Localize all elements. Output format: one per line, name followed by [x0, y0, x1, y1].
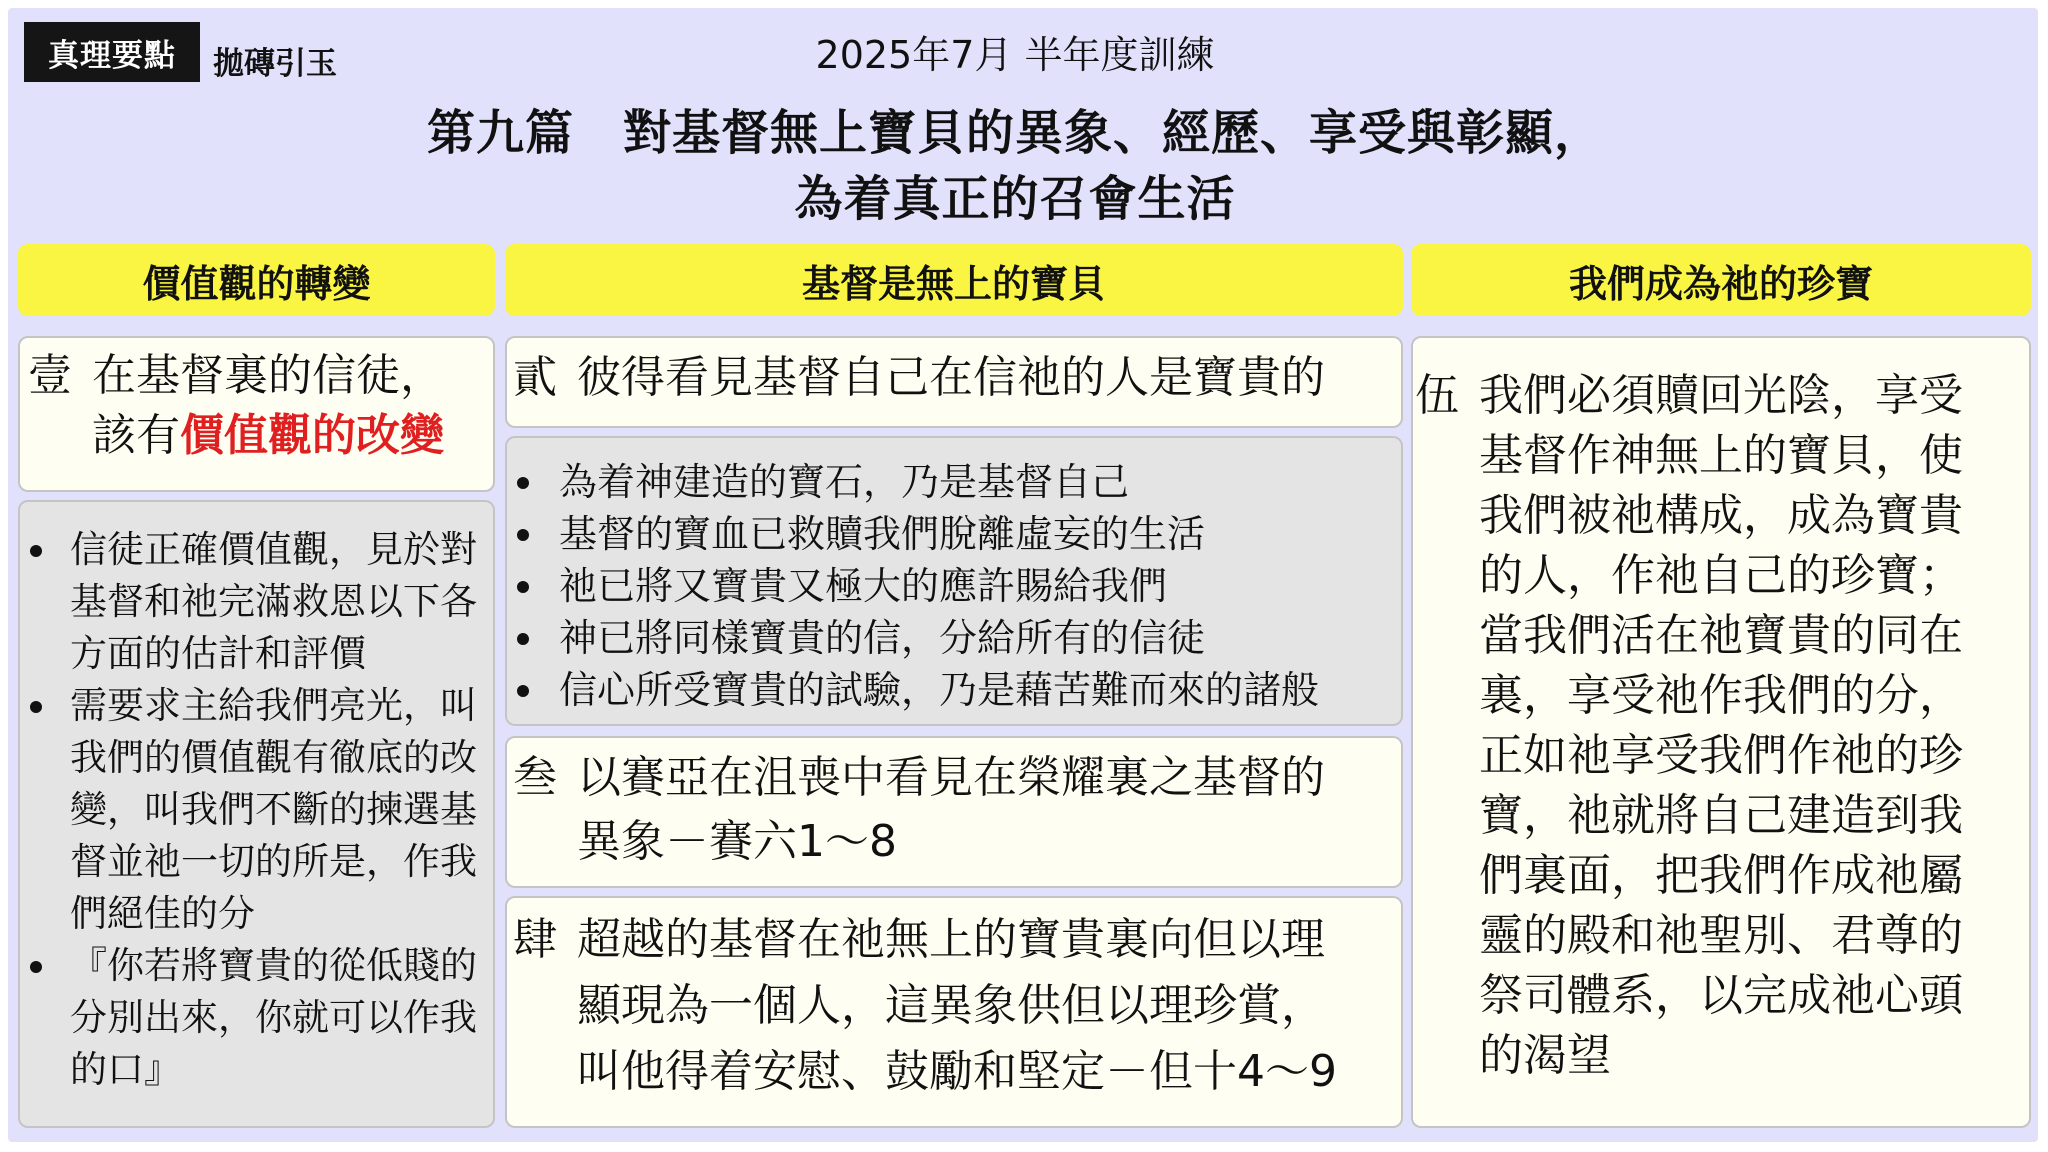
- point-4-text-line2: 顯現為一個人，這異象供但以理珍賞，: [577, 980, 1325, 1031]
- point-5-line: 寶，祂就將自己建造到我: [1479, 790, 1963, 841]
- point-5-line: 正如祂享受我們作祂的珍: [1479, 730, 1963, 781]
- point-5-line: 當我們活在祂寶貴的同在: [1479, 610, 1963, 661]
- point-1-text-b: 該有: [92, 410, 180, 461]
- list-item: 信心所受寶貴的試驗，乃是藉苦難而來的諸般: [517, 664, 1387, 716]
- point-4-text-line1: 超越的基督在祂無上的寶貴裏向但以理: [577, 914, 1325, 965]
- point-3-text-line2: 異象－賽六1～8: [577, 816, 897, 867]
- column-1-bullets-box: [18, 500, 495, 1128]
- point-5-line: 我們被祂構成，成為寶貴: [1479, 490, 1963, 541]
- point-1-number: 壹: [28, 350, 72, 401]
- point-1-box: [18, 336, 495, 492]
- point-5-line: 的人，作祂自己的珍寶；: [1479, 550, 1963, 601]
- point-5-line: 祭司體系，以完成祂心頭: [1479, 970, 1963, 1021]
- subtitle-tag: 拋磚引玉: [213, 46, 337, 82]
- point-2: [513, 348, 1393, 412]
- point-1-text-a: 在基督裏的信徒，: [92, 350, 444, 401]
- page-title-line2: 為着真正的召會生活: [794, 171, 1236, 227]
- point-5-line: 的渴望: [1479, 1030, 1611, 1081]
- list-item: 神已將同樣寶貴的信，分給所有的信徒: [517, 612, 1387, 664]
- point-4-box: [505, 896, 1403, 1128]
- list-item: 需要求主給我們亮光，叫我們的價值觀有徹底的改變，叫我們不斷的揀選基督並祂一切的所是，作我們絕佳的分: [30, 680, 478, 940]
- list-item: 祂已將又寶貴又極大的應許賜給我們: [517, 560, 1387, 612]
- column-heading-3: 我們成為祂的珍寶: [1411, 244, 2031, 316]
- point-5: [1415, 366, 2025, 1106]
- point-5-line: 們裏面，把我們作成祂屬: [1479, 850, 1963, 901]
- column-heading-1: 價值觀的轉變: [18, 244, 495, 316]
- point-1-text-highlight: 價值觀的改變: [180, 410, 444, 461]
- point-5-box: [1411, 336, 2031, 1128]
- point-4: [513, 910, 1393, 1120]
- point-2-number: 貳: [513, 352, 557, 403]
- point-4-number: 肆: [513, 914, 557, 965]
- column-heading-2: 基督是無上的寶貝: [505, 244, 1403, 316]
- point-5-line: 我們必須贖回光陰，享受: [1479, 370, 1963, 421]
- column-2-bullets-box: [505, 436, 1403, 726]
- column-2-bullet-list: [517, 456, 1387, 716]
- column-1-bullet-list: [30, 524, 478, 1096]
- list-item: 為着神建造的寶石，乃是基督自己: [517, 456, 1387, 508]
- point-5-line: 裏，享受祂作我們的分，: [1479, 670, 1963, 721]
- list-item: 『你若將寶貴的從低賤的分別出來，你就可以作我的口』: [30, 940, 478, 1096]
- point-4-text-line3: 叫他得着安慰、鼓勵和堅定－但十4～9: [577, 1046, 1337, 1097]
- point-3-number: 叁: [513, 752, 557, 803]
- list-item: 基督的寶血已救贖我們脫離虛妄的生活: [517, 508, 1387, 560]
- list-item: 信徒正確價值觀，見於對基督和祂完滿救恩以下各方面的估計和評價: [30, 524, 478, 680]
- point-3: [513, 748, 1393, 878]
- point-2-box: [505, 336, 1403, 428]
- page-title-line1: 第九篇 對基督無上寶貝的異象、經歷、享受與彰顯，: [426, 105, 1603, 161]
- point-5-number: 伍: [1415, 370, 1459, 421]
- point-3-text-line1: 以賽亞在沮喪中看見在榮耀裏之基督的: [577, 752, 1325, 803]
- point-5-line: 基督作神無上的寶貝，使: [1479, 430, 1963, 481]
- truth-points-tag: 真理要點: [24, 22, 200, 82]
- point-2-text: 彼得看見基督自己在信祂的人是寶貴的: [577, 352, 1325, 403]
- point-1: [28, 346, 488, 476]
- point-3-box: [505, 736, 1403, 888]
- point-5-line: 靈的殿和祂聖別、君尊的: [1479, 910, 1963, 961]
- training-date: 2025年7月 半年度訓練: [815, 33, 1215, 77]
